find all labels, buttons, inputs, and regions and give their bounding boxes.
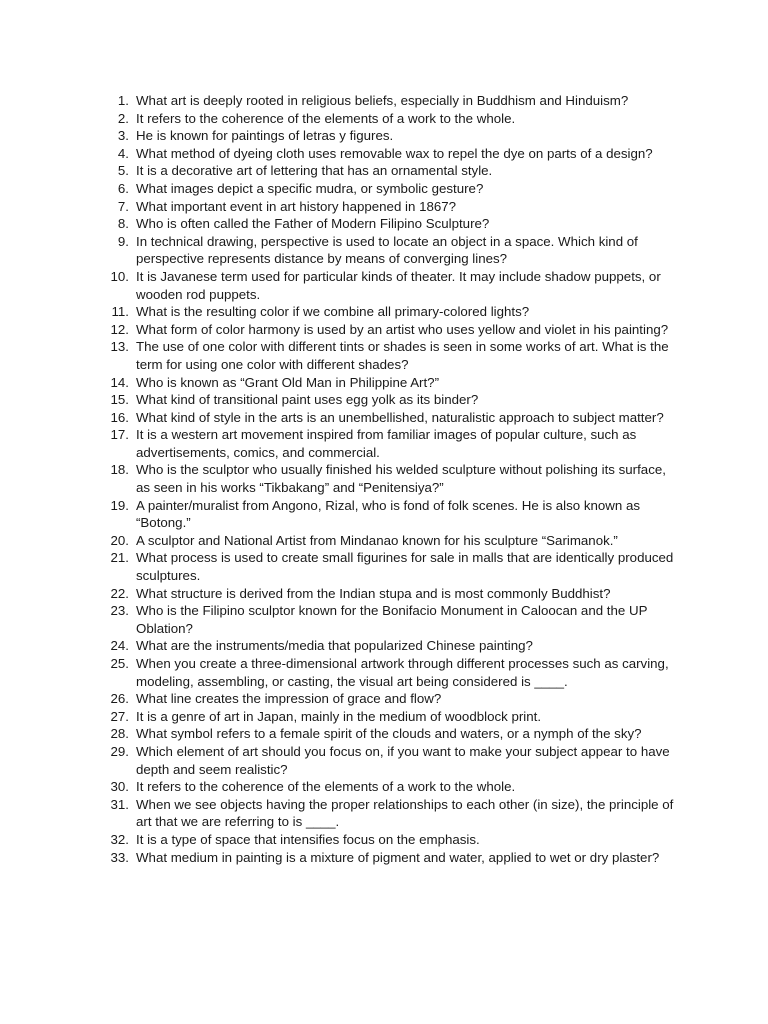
question-item: [107, 831, 682, 849]
question-text: A sculptor and National Artist from Mindanao known for his sculpture “Sarimanok.”: [136, 532, 618, 548]
question-text: What kind of transitional paint uses egg yolk as its binder?: [136, 392, 479, 408]
question-number: 13.: [110, 339, 129, 355]
question-item: [107, 92, 682, 110]
question-number: 12.: [110, 321, 129, 337]
question-number: 17.: [110, 427, 129, 443]
question-number: 21.: [110, 550, 129, 566]
question-text: What process is used to create small figurines for sale in malls that are identically produced sculptures.: [136, 550, 674, 584]
question-text: It is a genre of art in Japan, mainly in the medium of woodblock print.: [136, 708, 542, 724]
question-item: [107, 409, 682, 427]
question-item: [107, 127, 682, 145]
question-text: Who is the Filipino sculptor known for the Bonifacio Monument in Caloocan and the UP Oblation?: [136, 603, 648, 636]
question-text: It refers to the coherence of the elements of a work to the whole.: [136, 110, 516, 126]
question-item: [107, 198, 682, 216]
question-number: 10.: [110, 268, 129, 284]
question-number: 19.: [110, 497, 129, 513]
question-text: Who is the sculptor who usually finished his welded sculpture without polishing its surface, as seen in his works “Tikbakang” and “Penitensiya?”: [136, 462, 666, 496]
question-item: [107, 145, 682, 163]
question-text: When you create a three-dimensional artwork through different processes such as carving, modeling, assembling, or casting, the visual art being considered is ____.: [136, 656, 669, 689]
question-item: [107, 549, 682, 584]
question-item: [107, 690, 682, 708]
question-number: 2.: [117, 110, 129, 126]
question-item: [107, 338, 682, 373]
question-item: [107, 796, 682, 831]
question-text: What is the resulting color if we combine all primary-colored lights?: [136, 304, 530, 320]
question-item: [107, 180, 682, 198]
question-number: 27.: [110, 708, 129, 724]
question-number: 22.: [110, 585, 129, 601]
question-number: 3.: [117, 128, 129, 144]
question-item: [107, 321, 682, 339]
question-text: Who is known as “Grant Old Man in Philippine Art?”: [136, 374, 440, 390]
question-item: [107, 778, 682, 796]
question-text: What kind of style in the arts is an unembellished, naturalistic approach to subject matter?: [136, 409, 664, 425]
question-item: [107, 849, 682, 867]
question-text: What form of color harmony is used by an artist who uses yellow and violet in his painting?: [136, 321, 669, 337]
question-text: It is Javanese term used for particular kinds of theater. It may include shadow puppets, or wooden rod puppets.: [136, 268, 661, 302]
question-item: [107, 602, 682, 637]
question-number: 7.: [117, 198, 129, 214]
question-text: It is a western art movement inspired from familiar images of popular culture, such as advertisements, comics, and commercial.: [136, 427, 637, 460]
question-number: 24.: [110, 638, 129, 654]
question-item: [107, 391, 682, 409]
question-item: [107, 303, 682, 321]
question-number: 25.: [110, 656, 129, 671]
question-text: When we see objects having the proper relationships to each other (in size), the principle of art that we are referring to is ____.: [136, 796, 674, 830]
question-number: 1.: [117, 93, 129, 108]
question-number: 30.: [110, 779, 129, 795]
question-number: 29.: [110, 743, 129, 759]
question-text: What are the instruments/media that popularized Chinese painting?: [136, 638, 533, 654]
question-text: What method of dyeing cloth uses removable wax to repel the dye on parts of a design?: [136, 145, 653, 161]
question-text: Which element of art should you focus on, if you want to make your subject appear to have depth and seem realistic?: [136, 743, 670, 777]
question-text: He is known for paintings of letras y figures.: [136, 128, 394, 144]
question-item: [107, 532, 682, 550]
question-item: [107, 110, 682, 128]
question-text: It is a decorative art of lettering that has an ornamental style.: [136, 163, 493, 179]
question-number: 8.: [117, 216, 129, 232]
question-item: [107, 497, 682, 532]
question-item: [107, 215, 682, 233]
question-item: [107, 708, 682, 726]
question-text: What art is deeply rooted in religious beliefs, especially in Buddhism and Hinduism?: [136, 93, 629, 108]
question-number: 32.: [110, 831, 129, 847]
question-text: In technical drawing, perspective is used to locate an object in a space. Which kind of perspective represents distance by means of converging lines?: [136, 233, 638, 267]
question-item: [107, 461, 682, 496]
question-number: 6.: [117, 180, 129, 196]
question-item: [107, 725, 682, 743]
question-item: [107, 233, 682, 268]
question-number: 4.: [117, 145, 129, 161]
question-item: [107, 268, 682, 303]
question-list: [107, 92, 682, 866]
question-text: It is a type of space that intensifies focus on the emphasis.: [136, 831, 480, 847]
question-number: 14.: [110, 374, 129, 390]
question-item: [107, 374, 682, 392]
question-number: 5.: [117, 163, 129, 179]
question-text: What structure is derived from the Indian stupa and is most commonly Buddhist?: [136, 585, 611, 601]
question-text: What important event in art history happened in 1867?: [136, 198, 457, 214]
question-text: What line creates the impression of grace and flow?: [136, 691, 442, 707]
question-text: What medium in painting is a mixture of pigment and water, applied to wet or dry plaster?: [136, 849, 660, 865]
question-number: 18.: [110, 462, 129, 478]
question-item: [107, 637, 682, 655]
question-text: What symbol refers to a female spirit of the clouds and waters, or a nymph of the sky?: [136, 726, 642, 742]
question-item: [107, 655, 682, 690]
question-number: 23.: [110, 603, 129, 619]
question-item: [107, 426, 682, 461]
question-item: [107, 743, 682, 778]
question-number: 26.: [110, 691, 129, 707]
question-number: 11.: [111, 304, 129, 320]
question-item: [107, 585, 682, 603]
question-text: It refers to the coherence of the elements of a work to the whole.: [136, 779, 516, 795]
question-number: 9.: [117, 233, 129, 249]
question-number: 15.: [110, 392, 129, 408]
question-text: A painter/muralist from Angono, Rizal, who is fond of folk scenes. He is also known as “Botong.”: [136, 497, 641, 531]
question-text: The use of one color with different tints or shades is seen in some works of art. What is the term for using one color with different shades?: [136, 339, 669, 372]
question-number: 20.: [110, 532, 129, 548]
question-text: What images depict a specific mudra, or symbolic gesture?: [136, 180, 484, 196]
question-number: 28.: [110, 726, 129, 742]
question-number: 33.: [110, 849, 129, 865]
question-number: 16.: [110, 409, 129, 425]
question-item: [107, 162, 682, 180]
question-number: 31.: [110, 796, 129, 812]
question-text: Who is often called the Father of Modern Filipino Sculpture?: [136, 216, 490, 232]
